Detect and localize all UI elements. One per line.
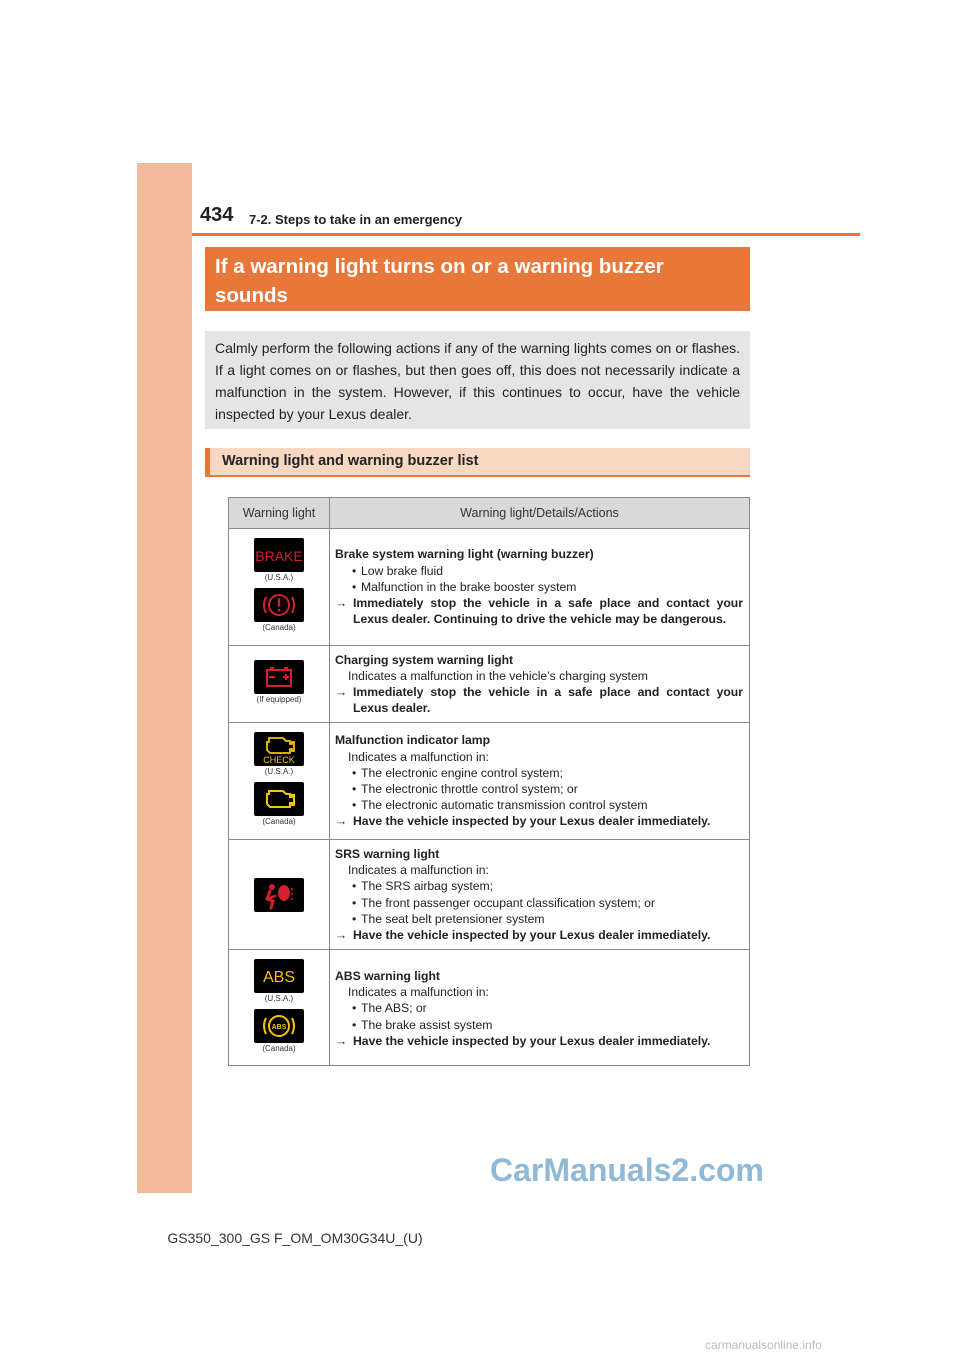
col-header-warning-light: Warning light — [229, 498, 330, 529]
icon-cell — [229, 529, 330, 646]
table-row — [229, 646, 750, 723]
row-title: Malfunction indicator lamp — [335, 733, 491, 748]
arrow-glyph: → — [335, 685, 348, 699]
arrow-glyph: → — [335, 927, 348, 942]
page-title: If a warning light turns on or a warning buzzer sounds — [205, 247, 750, 311]
bullet-item: • The SRS airbag system; — [335, 878, 743, 894]
svg-text:CHECK: CHECK — [263, 755, 295, 765]
icon-cell — [229, 723, 330, 840]
action-text: → Have the vehicle inspected by your Lexus dealer immediately. — [335, 927, 711, 942]
table-row — [229, 840, 750, 950]
details-cell — [330, 723, 750, 840]
arrow-glyph: → — [335, 596, 348, 611]
svg-text:ABS: ABS — [262, 968, 296, 986]
footer-code: GS350_300_GS F_OM_OM30G34U_(U) — [167, 1230, 423, 1246]
watermark-logo: CarManuals2.com — [490, 1152, 764, 1188]
table-row — [229, 950, 750, 1066]
col-header-details: Warning light/Details/Actions — [330, 498, 750, 529]
bullet-item: • The electronic engine control system; — [335, 765, 743, 781]
brake-warning-icon — [254, 588, 304, 622]
svg-text:ABS: ABS — [271, 1023, 287, 1031]
detail-text: Indicates a malfunction in: — [348, 749, 489, 764]
bullet-item: • The front passenger occupant classification system; or — [335, 895, 743, 911]
icon-caption: (U.S.A.) — [264, 767, 294, 776]
svg-text:BRAKE: BRAKE — [255, 548, 303, 564]
details-cell — [330, 646, 750, 723]
bullet-item: • Low brake fluid — [335, 563, 743, 579]
detail-text: Indicates a malfunction in: — [348, 863, 489, 878]
icon-caption: (Canada) — [262, 1043, 296, 1053]
table-row — [229, 723, 750, 840]
icon-caption: (U.S.A.) — [264, 993, 294, 1003]
icon-caption: (Canada) — [262, 817, 296, 826]
bullet-item: • The seat belt pretensioner system — [335, 911, 743, 927]
abs-warning-icon — [254, 1009, 304, 1043]
icon-cell — [229, 840, 330, 950]
bullet-item: • The ABS; or — [335, 1000, 743, 1016]
section-heading: 7-2. Steps to take in an emergency — [249, 212, 463, 227]
row-title: ABS warning light — [335, 969, 440, 983]
details-cell — [330, 840, 750, 950]
detail-text: Indicates a malfunction in the vehicle’s charging system — [348, 668, 648, 683]
row-title: Brake system warning light (warning buzzer) — [335, 547, 594, 562]
arrow-glyph: → — [335, 814, 348, 829]
details-cell — [330, 529, 750, 646]
battery-icon — [254, 660, 304, 694]
engine-icon — [254, 782, 304, 816]
icon-cell — [229, 950, 330, 1066]
arrow-glyph: → — [335, 1033, 348, 1048]
action-text: → Have the vehicle inspected by your Lexus dealer immediately. — [335, 814, 711, 829]
detail-text: Indicates a malfunction in: — [348, 985, 489, 1000]
icon-caption: (U.S.A.) — [264, 573, 294, 582]
airbag-icon — [254, 878, 304, 912]
action-text: → Have the vehicle inspected by your Lexus dealer immediately. — [335, 1033, 711, 1048]
bullet-item: • Malfunction in the brake booster system — [335, 579, 743, 595]
bullet-item: • The electronic automatic transmission control system — [335, 797, 743, 813]
icon-cell — [229, 646, 330, 723]
bottom-watermark: carmanualsonline.info — [705, 1338, 822, 1352]
bullet-item: • The electronic throttle control system; or — [335, 781, 743, 797]
details-cell — [330, 950, 750, 1066]
table-header-row — [229, 498, 750, 529]
table-row — [229, 529, 750, 646]
brake-text-icon — [254, 538, 304, 572]
page-number: 434 — [200, 204, 234, 226]
header-rule — [192, 233, 860, 236]
intro-paragraph: Calmly perform the following actions if any of the warning lights comes on or flashes. If a light comes on or flashes, but then goes off, this does not necessarily indicate a malfunction in the system. However, if this continues to occur, have the vehicle inspected by your Lexus dealer. — [205, 331, 750, 429]
subheading: Warning light and warning buzzer list — [210, 448, 750, 477]
action-text: → Immediately stop the vehicle in a safe place and contact your Lexus dealer. Continuing to drive the vehicle may be dangerous. — [335, 596, 743, 627]
check-engine-icon — [254, 732, 304, 766]
action-text: → Immediately stop the vehicle in a safe place and contact your Lexus dealer. — [335, 685, 743, 716]
icon-caption: (If equipped) — [256, 695, 302, 704]
page-edge-tab — [137, 163, 192, 1193]
icon-caption: (Canada) — [262, 623, 296, 632]
bullet-item: • The brake assist system — [335, 1017, 743, 1033]
row-title: SRS warning light — [335, 846, 440, 861]
warning-light-table — [228, 497, 750, 1066]
abs-text-icon — [254, 959, 304, 993]
row-title: Charging system warning light — [335, 652, 514, 667]
